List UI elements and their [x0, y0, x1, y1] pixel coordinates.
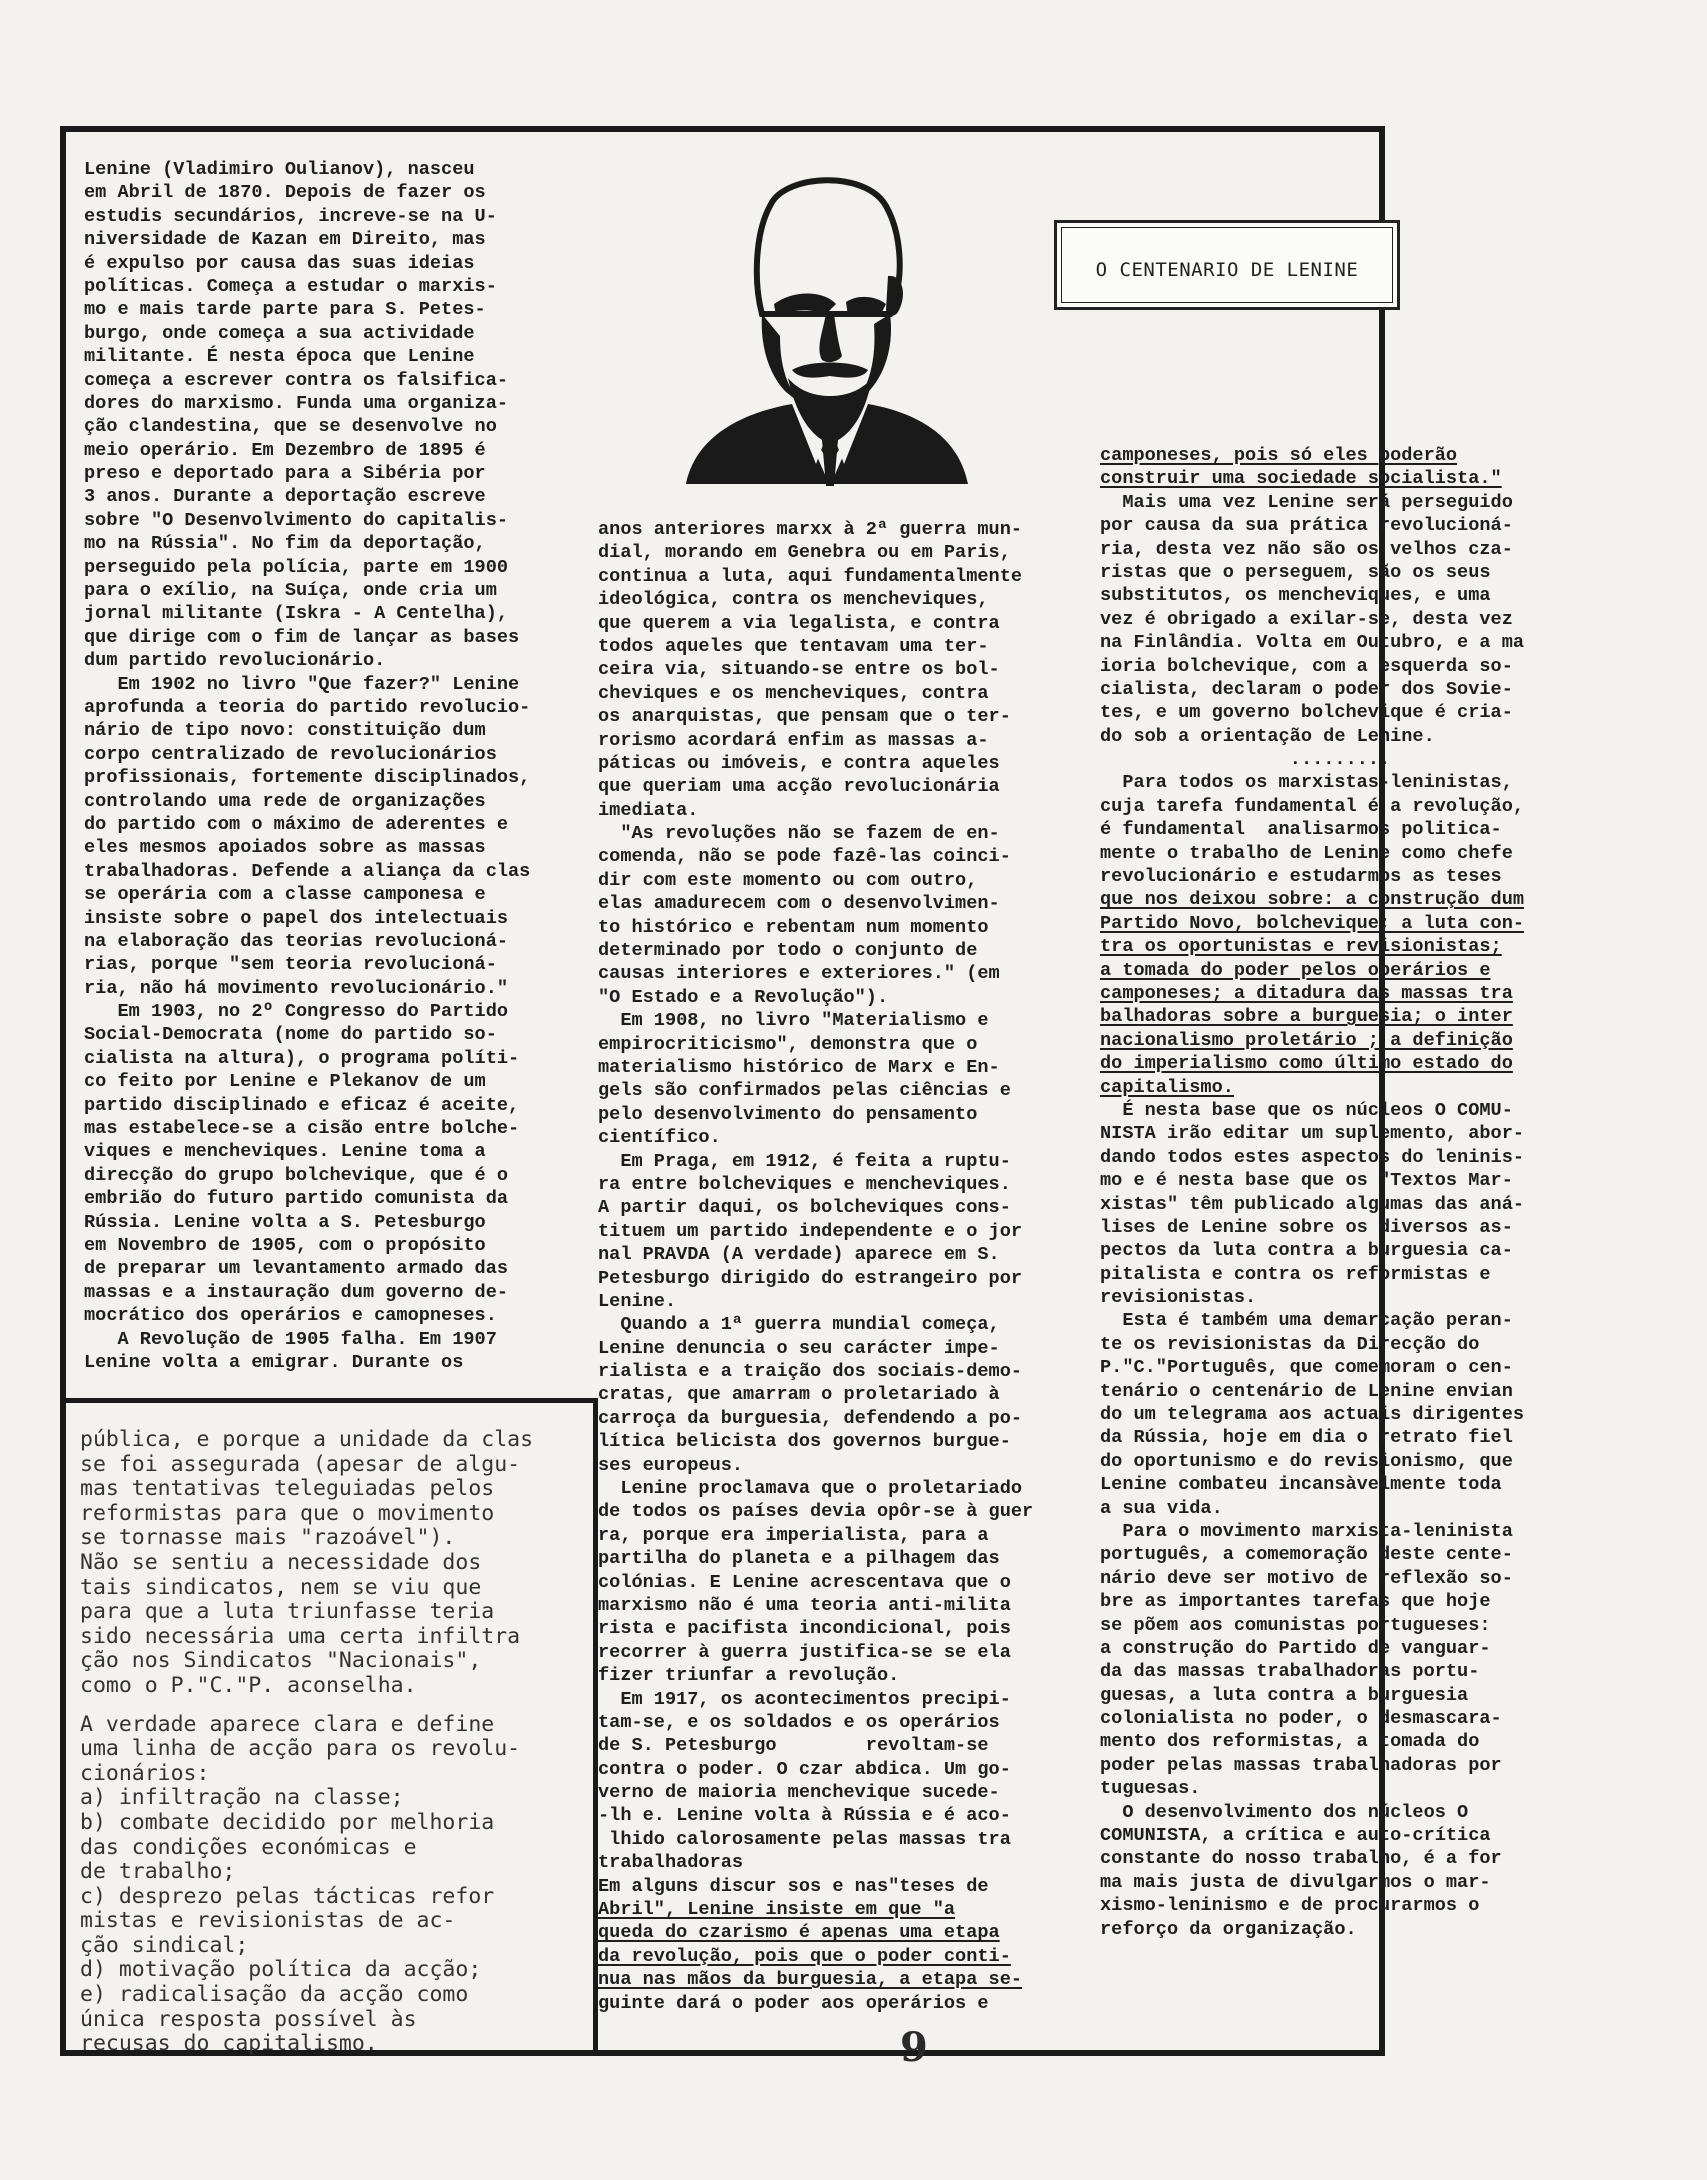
right-column-line: mo e é nesta base que os "Textos Mar-	[1100, 1170, 1513, 1192]
left-column-line: estudis secundários, increve-se na U-	[84, 205, 497, 227]
middle-column-line: ses europeus.	[598, 1454, 744, 1476]
middle-column-line: os anarquistas, que pensam que o ter-	[598, 706, 1011, 728]
left-column-line: profissionais, fortemente disciplinados,	[84, 767, 531, 789]
left-column-line: perseguido pela polícia, parte em 1900	[84, 556, 509, 578]
right-column-line: Para o movimento marxista-leninista	[1100, 1520, 1513, 1542]
left-column-line: Social-Democrata (nome do partido so-	[84, 1024, 497, 1046]
middle-column-line: que querem a via legalista, e contra	[598, 612, 1000, 634]
right-column-line: Esta é também uma demarcação peran-	[1100, 1310, 1513, 1332]
right-column-line: tenário o centenário de Lenine envian	[1100, 1380, 1513, 1402]
inset-line: cionários:	[80, 1761, 210, 1786]
inset-line	[80, 1699, 580, 1713]
inset-line: b) combate decidido por melhoria	[80, 1810, 495, 1835]
inset-line: uma linha de acção para os revolu-	[80, 1737, 521, 1762]
right-column-line: dando todos estes aspectos do leninis-	[1100, 1146, 1525, 1168]
inset-line: para que a luta triunfasse teria	[80, 1600, 495, 1625]
left-column-line: ria, não há movimento revolucionário."	[84, 977, 509, 999]
middle-column-line: da revolução, pois que o poder conti-	[598, 1945, 1011, 1967]
right-column-line: tes, e um governo bolchevique é cria-	[1100, 702, 1513, 724]
left-column-line: preso e deportado para a Sibéria por	[84, 463, 486, 485]
inset-line: como o P."C."P. aconselha.	[80, 1673, 417, 1698]
right-column-line: a sua vida.	[1100, 1497, 1223, 1519]
right-column-line: tuguesas.	[1100, 1778, 1201, 1800]
right-column-line: do sob a orientação de Lenine.	[1100, 725, 1435, 747]
right-column-line: por causa da sua prática revolucioná-	[1100, 515, 1513, 537]
inset-line: reformistas para que o movimento	[80, 1501, 495, 1526]
middle-column-line: Em 1917, os acontecimentos precipi-	[598, 1688, 1011, 1710]
middle-column-line: -lh e. Lenine volta à Rússia e é aco-	[598, 1805, 1011, 1827]
left-column-line: de preparar um levantamento armado das	[84, 1258, 509, 1280]
inset-text	[80, 1428, 580, 2057]
left-column-line: militante. É nesta época que Lenine	[84, 346, 475, 368]
left-column-line: é expulso por causa das suas ideias	[84, 252, 475, 274]
right-column-line: bre as importantes tarefas que hoje	[1100, 1591, 1491, 1613]
inset-line: mas tentativas teleguiadas pelos	[80, 1477, 495, 1502]
left-column-line: dores do marxismo. Funda uma organiza-	[84, 392, 509, 414]
inset-line: sido necessária uma certa infiltra	[80, 1624, 521, 1649]
left-column	[84, 158, 560, 1374]
right-column-line: camponeses, pois só eles poderão	[1100, 445, 1458, 466]
lenin-portrait-icon	[676, 164, 976, 494]
right-column-line: P."C."Português, que comemoram o cen-	[1100, 1357, 1513, 1379]
right-column-line: construir uma sociedade socialista."	[1100, 468, 1502, 490]
left-column-line: jornal militante (Iskra - A Centelha),	[84, 603, 509, 625]
left-column-line: Em 1902 no livro "Que fazer?" Lenine	[84, 673, 520, 695]
middle-column-line: contra o poder. O czar abdica. Um go-	[598, 1758, 1011, 1780]
middle-column-line: nal PRAVDA (A verdade) aparece em S.	[598, 1244, 1000, 1266]
inset-line: ção nos Sindicatos "Nacionais",	[80, 1649, 482, 1674]
inset-line: se foi assegurada (apesar de algu-	[80, 1452, 521, 1477]
inset-line: das condições económicas e	[80, 1835, 417, 1860]
middle-column-line: Lenine proclamava que o proletariado	[598, 1478, 1023, 1500]
right-column-line: revisionistas.	[1100, 1287, 1257, 1309]
title-box	[1054, 220, 1400, 310]
left-column-line: mocrático dos operários e camopneses.	[84, 1305, 497, 1327]
right-column-line: O desenvolvimento dos núcleos O	[1100, 1801, 1469, 1823]
right-column-line: do um telegrama aos actuais dirigentes	[1100, 1404, 1525, 1426]
middle-column-line: ceira via, situando-se entre os bol-	[598, 659, 1000, 681]
inset-line: pública, e porque a unidade da clas	[80, 1428, 534, 1452]
left-column-line: aprofunda a teoria do partido revolucio-	[84, 696, 531, 718]
middle-column-line: Lenine.	[598, 1290, 677, 1312]
middle-column-line: Em alguns discur sos e nas"teses de	[598, 1875, 989, 1897]
middle-column-line: pelo desenvolvimento do pensamento	[598, 1103, 978, 1125]
right-column-line: ria, desta vez não são os velhos cza-	[1100, 538, 1513, 560]
left-column-line: se operária com a classe camponesa e	[84, 884, 486, 906]
inset-line: Não se sentiu a necessidade dos	[80, 1550, 482, 1575]
right-column-line: pectos da luta contra a burguesia ca-	[1100, 1240, 1513, 1262]
right-column-line: português, a comemoração deste cente-	[1100, 1544, 1513, 1566]
right-column-line: COMUNISTA, a crítica e auto-crítica	[1100, 1825, 1491, 1847]
left-column-line: insiste sobre o papel dos intelectuais	[84, 907, 509, 929]
right-column-line: .........	[1289, 749, 1391, 771]
left-column-line: Rússia. Lenine volta a S. Petesburgo	[84, 1211, 486, 1233]
inset-line: d) motivação política da acção;	[80, 1958, 482, 1983]
middle-column-line: dial, morando em Genebra ou em Paris,	[598, 542, 1011, 564]
middle-column-line: determinado por todo o conjunto de	[598, 940, 978, 962]
middle-column-line: comenda, não se pode fazê-las coinci-	[598, 846, 1011, 868]
middle-column-line: rialista e a traição dos sociais-demo-	[598, 1361, 1023, 1383]
middle-column	[598, 518, 1086, 2015]
middle-column-line: de todos os países devia opôr-se à guer	[598, 1501, 1034, 1523]
left-column-line: meio operário. Em Dezembro de 1895 é	[84, 439, 486, 461]
left-column-line: burgo, onde começa a sua actividade	[84, 322, 475, 344]
middle-column-line: de S. Petesburgo revoltam-se	[598, 1735, 989, 1757]
left-column-line: para o exílio, na Suíça, onde cria um	[84, 580, 497, 602]
middle-column-line: lítica belicista dos governos burgue-	[598, 1431, 1011, 1453]
right-column-line: do oportunismo e do revisionismo, que	[1100, 1450, 1513, 1472]
left-column-line: corpo centralizado de revolucionários	[84, 743, 497, 765]
inset-line: c) desprezo pelas tácticas refor	[80, 1884, 495, 1909]
middle-column-line: colónias. E Lenine acrescentava que o	[598, 1571, 1011, 1593]
middle-column-line: A partir daqui, os bolcheviques cons-	[598, 1197, 1011, 1219]
inset-line: a) infiltração na classe;	[80, 1786, 404, 1811]
right-column-line: que nos deixou sobre: a construção dum	[1100, 889, 1525, 911]
middle-column-line: guinte dará o poder aos operários e	[598, 1992, 989, 2014]
right-column-line: capitalismo.	[1100, 1076, 1234, 1098]
right-column-line: Mais uma vez Lenine será perseguido	[1100, 491, 1513, 513]
middle-column-line: dir com este momento ou com outro,	[598, 869, 978, 891]
middle-column-line: lhido calorosamente pelas massas tra	[598, 1828, 1011, 1850]
inset-line: recusas do capitalismo.	[80, 2032, 378, 2057]
middle-column-line: materialismo histórico de Marx e En-	[598, 1056, 1000, 1078]
right-column-line: poder pelas massas trabalhadoras por	[1100, 1754, 1502, 1776]
inset-line: e) radicalisação da acção como	[80, 1983, 469, 2008]
middle-column-line: fizer triunfar a revolução.	[598, 1665, 900, 1687]
middle-column-line: tam-se, e os soldados e os operários	[598, 1711, 1000, 1733]
left-column-line: rias, porque "sem teoria revolucioná-	[84, 954, 497, 976]
left-column-line: cialista na altura), o programa políti-	[84, 1047, 520, 1069]
left-column-line: eles mesmos apoiados sobre as massas	[84, 837, 486, 859]
left-column-line: nário de tipo novo: constituição dum	[84, 720, 486, 742]
middle-column-line: rorismo acordará enfim as massas a-	[598, 729, 989, 751]
middle-column-line: cratas, que amarram o proletariado à	[598, 1384, 1000, 1406]
left-column-line: embrião do futuro partido comunista da	[84, 1188, 509, 1210]
left-column-line: Lenine volta a emigrar. Durante os	[84, 1351, 464, 1373]
middle-column-line: partilha do planeta e a pilhagem das	[598, 1548, 1000, 1570]
inset-line: A verdade aparece clara e define	[80, 1712, 495, 1737]
right-column-line: lises de Lenine sobre os diversos as-	[1100, 1216, 1513, 1238]
middle-column-line: causas interiores e exteriores." (em	[598, 963, 1000, 985]
middle-column-line: queda do czarismo é apenas uma etapa	[598, 1922, 1000, 1944]
right-column-line: ma mais justa de divulgarmos o mar-	[1100, 1871, 1491, 1893]
right-column-line: se põem aos comunistas portugueses:	[1100, 1614, 1491, 1636]
middle-column-line: marxismo não é uma teoria anti-milita	[598, 1594, 1011, 1616]
middle-column-line: "As revoluções não se fazem de en-	[598, 823, 1000, 845]
right-column-line: da Rússia, hoje em dia o retrato fiel	[1100, 1427, 1513, 1449]
left-column-line: niversidade de Kazan em Direito, mas	[84, 229, 486, 251]
middle-column-line: trabalhadoras	[598, 1852, 744, 1874]
middle-column-line: ra entre bolcheviques e mencheviques.	[598, 1173, 1011, 1195]
left-column-line: na elaboração das teorias revolucioná-	[84, 930, 509, 952]
inset-line: ção sindical;	[80, 1933, 249, 1958]
middle-column-line: nua nas mãos da burguesia, a etapa se-	[598, 1969, 1023, 1991]
right-column-line: Para todos os marxistas-leninistas,	[1100, 772, 1513, 794]
middle-column-line: Petesburgo dirigido do estrangeiro por	[598, 1267, 1023, 1289]
left-column-line: políticas. Começa a estudar o marxis-	[84, 275, 497, 297]
middle-column-line: todos aqueles que tentavam uma ter-	[598, 635, 989, 657]
right-column-line: tra os oportunistas e revisionistas;	[1100, 936, 1502, 958]
left-column-line: Lenine (Vladimiro Oulianov), nasceu	[84, 159, 475, 180]
left-column-line: Em 1903, no 2º Congresso do Partido	[84, 1001, 509, 1023]
right-column-line: cialista, declaram o poder dos Sovie-	[1100, 678, 1513, 700]
right-column-line: É nesta base que os núcleos O COMU-	[1100, 1099, 1513, 1121]
middle-column-line: verno de maioria menchevique sucede-	[598, 1782, 1000, 1804]
bleed-through-shadow	[1395, 130, 1595, 250]
middle-column-line: Abril", Lenine insiste em que "a	[598, 1899, 956, 1921]
right-column-line: cuja tarefa fundamental é a revolução,	[1100, 795, 1525, 817]
middle-column-line: Quando a 1ª guerra mundial começa,	[598, 1314, 1000, 1336]
right-column-line: nário deve ser motivo de reflexão so-	[1100, 1567, 1513, 1589]
right-column-line: pitalista e contra os reformistas e	[1100, 1263, 1491, 1285]
right-column-line: colonialista no poder, o desmascara-	[1100, 1708, 1502, 1730]
right-column	[1100, 444, 1580, 1941]
left-column-line: ção clandestina, que se desenvolve no	[84, 416, 497, 438]
right-column-line: a tomada do poder pelos operários e	[1100, 959, 1491, 981]
inset-line: tais sindicatos, nem se viu que	[80, 1575, 482, 1600]
left-column-line: A Revolução de 1905 falha. Em 1907	[84, 1328, 497, 1350]
middle-column-line: Em Praga, em 1912, é feita a ruptu-	[598, 1150, 1011, 1172]
left-column-line: partido disciplinado e eficaz é aceite,	[84, 1094, 520, 1116]
left-column-line: sobre "O Desenvolvimento do capitalis-	[84, 509, 509, 531]
inset-line: de trabalho;	[80, 1860, 236, 1885]
right-column-line: da das massas trabalhadoras portu-	[1100, 1661, 1480, 1683]
middle-column-line: tituem um partido independente e o jor	[598, 1220, 1023, 1242]
right-column-line: ristas que o perseguem, são os seus	[1100, 561, 1491, 583]
left-column-line: em Abril de 1870. Depois de fazer os	[84, 182, 486, 204]
right-column-line: xistas" têm publicado algumas das aná-	[1100, 1193, 1525, 1215]
right-column-line: mento dos reformistas, a tomada do	[1100, 1731, 1480, 1753]
right-column-line: NISTA irão editar um suplemento, abor-	[1100, 1123, 1525, 1145]
middle-column-line: continua a luta, aqui fundamentalmente	[598, 565, 1023, 587]
middle-column-line: to histórico e rebentam num momento	[598, 916, 989, 938]
middle-column-line: páticas ou imóveis, e contra aqueles	[598, 752, 1000, 774]
middle-column-line: rista e pacifista incondicional, pois	[598, 1618, 1011, 1640]
page-number: 9	[900, 2024, 928, 2071]
page-title: O CENTENARIO DE LENINE	[1095, 259, 1359, 281]
middle-column-line: "O Estado e a Revolução").	[598, 986, 889, 1008]
right-column-line: do imperialismo como último estado do	[1100, 1053, 1513, 1075]
left-column-line: em Novembro de 1905, com o propósito	[84, 1234, 486, 1256]
middle-column-line: que queriam uma acção revolucionária	[598, 776, 1000, 798]
middle-column-line: Em 1908, no livro "Materialismo e	[598, 1010, 989, 1032]
left-column-line: mo na Rússia". No fim da deportação,	[84, 533, 486, 555]
left-column-line: mo e mais tarde parte para S. Petes-	[84, 299, 486, 321]
right-column-line: mente o trabalho de Lenine como chefe	[1100, 842, 1513, 864]
right-column-line: balhadoras sobre a burguesia; o inter	[1100, 1006, 1513, 1028]
middle-column-line: recorrer à guerra justifica-se se ela	[598, 1641, 1011, 1663]
inset-line: única resposta possível às	[80, 2007, 417, 2032]
left-column-line: 3 anos. Durante a deportação escreve	[84, 486, 486, 508]
middle-column-line: gels são confirmados pelas ciências e	[598, 1080, 1011, 1102]
left-column-line: trabalhadoras. Defende a aliança da clas	[84, 860, 531, 882]
left-column-line: controlando uma rede de organizações	[84, 790, 486, 812]
middle-column-line: Lenine denuncia o seu carácter impe-	[598, 1337, 1000, 1359]
middle-column-line: ideológica, contra os mencheviques,	[598, 589, 989, 611]
inset-line: se tornasse mais "razoável").	[80, 1526, 456, 1551]
right-column-line: Lenine combateu incansàvelmente toda	[1100, 1474, 1502, 1496]
middle-column-line: elas amadurecem com o desenvolvimen-	[598, 893, 1000, 915]
left-column-line: dum partido revolucionário.	[84, 650, 386, 672]
middle-column-line: carroça da burguesia, defendendo a po-	[598, 1407, 1023, 1429]
right-column-line: vez é obrigado a exilar-se, desta vez	[1100, 608, 1513, 630]
middle-column-line: ra, porque era imperialista, para a	[598, 1524, 989, 1546]
right-column-line: nacionalismo proletário ; a definição	[1100, 1029, 1513, 1051]
right-column-line: substitutos, os mencheviques, e uma	[1100, 585, 1491, 607]
right-column-line: Partido Novo, bolchevique; a luta con-	[1100, 912, 1525, 934]
right-column-line: camponeses; a ditadura das massas tra	[1100, 982, 1513, 1004]
left-column-line: começa a escrever contra os falsifica-	[84, 369, 509, 391]
right-column-line: revolucionário e estudarmos as teses	[1100, 866, 1502, 888]
right-column-line: reforço da organização.	[1100, 1918, 1357, 1940]
left-column-line: mas estabelece-se a cisão entre bolche-	[84, 1118, 520, 1140]
left-column-line: do partido com o máximo de aderentes e	[84, 813, 509, 835]
right-column-line: constante do nosso trabalho, é a for	[1100, 1848, 1502, 1870]
inset-line: mistas e revisionistas de ac-	[80, 1909, 456, 1934]
middle-column-line: científico.	[598, 1127, 721, 1149]
left-column-line: que dirige com o fim de lançar as bases	[84, 626, 520, 648]
left-column-line: viques e mencheviques. Lenine toma a	[84, 1141, 486, 1163]
left-column-line: massas e a instauração dum governo de-	[84, 1281, 509, 1303]
right-column-line: na Finlândia. Volta em Outubro, e a ma	[1100, 632, 1525, 654]
right-column-line: ioria bolchevique, com a esquerda so-	[1100, 655, 1513, 677]
middle-column-line: cheviques e os mencheviques, contra	[598, 682, 989, 704]
right-column-line: a construção do Partido de vanguar-	[1100, 1637, 1491, 1659]
right-column-line: xismo-leninismo e de procurarmos o	[1100, 1895, 1480, 1917]
left-column-line: co feito por Lenine e Plekanov de um	[84, 1071, 486, 1093]
middle-column-line: empirocriticismo", demonstra que o	[598, 1033, 978, 1055]
middle-column-line: imediata.	[598, 799, 699, 821]
middle-column-line: anos anteriores marxx à 2ª guerra mun-	[598, 519, 1023, 540]
right-column-line: guesas, a luta contra a burguesia	[1100, 1684, 1469, 1706]
left-column-line: direcção do grupo bolchevique, que é o	[84, 1164, 509, 1186]
right-column-line: te os revisionistas da Direcção do	[1100, 1333, 1480, 1355]
right-column-line: é fundamental analisarmos politica-	[1100, 819, 1502, 841]
